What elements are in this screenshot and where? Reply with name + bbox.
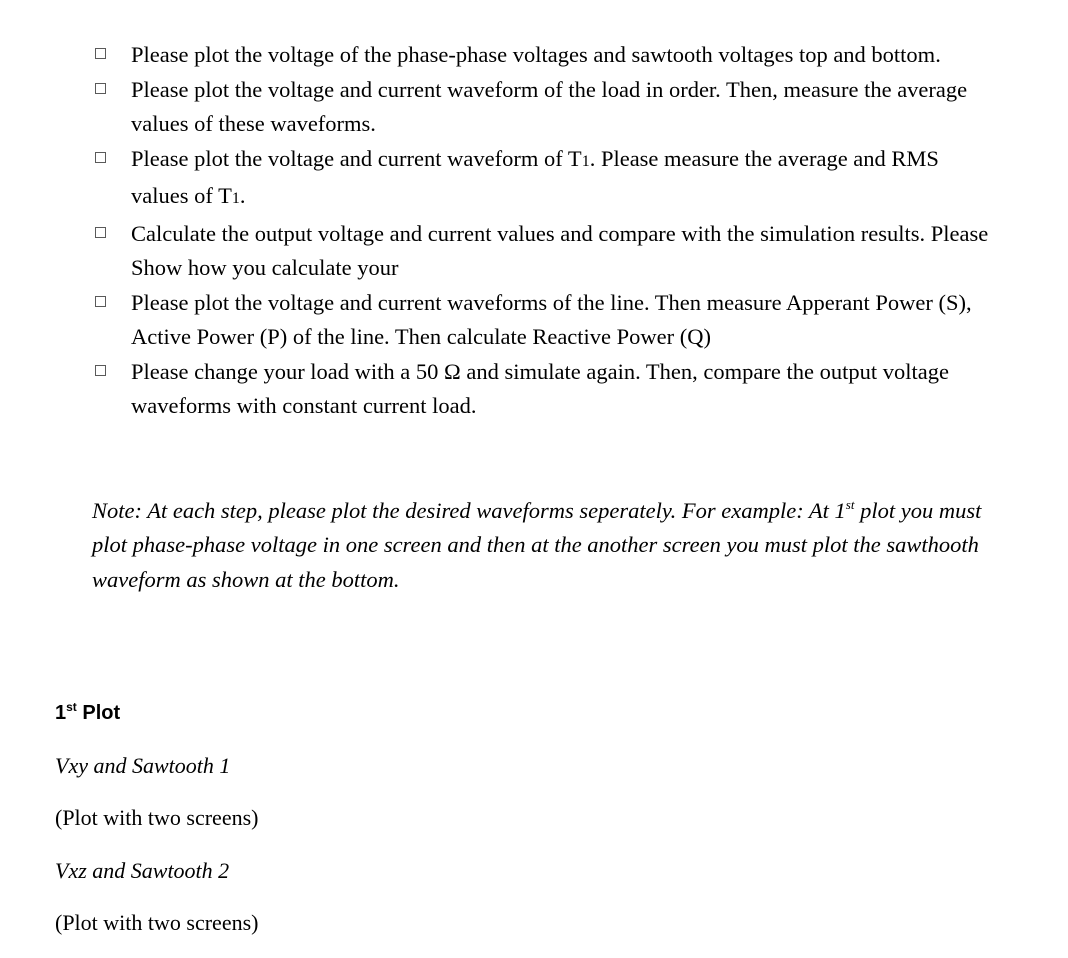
task-item [95, 38, 995, 73]
plot-caption: Vxz and Sawtooth 2 [55, 857, 230, 883]
task-item [95, 73, 995, 142]
task-text: Calculate the output voltage and current values and compare with the simulation results. Please Show how you calculate your [131, 220, 989, 280]
plot-section [55, 696, 555, 940]
plot-heading-word: Plot [76, 702, 121, 724]
checkbox-icon[interactable] [95, 83, 106, 94]
subscript: 1 [581, 152, 590, 170]
note-text: Note: At each step, please plot the desired waveforms seperately. For example: At 1 [92, 497, 846, 523]
note-paragraph [92, 494, 1002, 598]
task-item [95, 217, 995, 286]
plot-heading [55, 696, 555, 730]
task-text: . Please measure the average and RMS values of T [131, 145, 939, 208]
checkbox-icon[interactable] [95, 48, 106, 59]
subscript: 1 [231, 190, 240, 207]
note-text: plot you must plot phase-phase voltage in one screen and then at the another screen you must plot the sawthooth waveform as shown at the bottom. [92, 497, 982, 592]
task-text: Please plot the voltage of the phase-phase voltages and sawtooth voltages top and bottom. [131, 42, 941, 67]
task-item [95, 286, 995, 355]
task-text: Please plot the voltage and current waveform of the load in order. Then, measure the average values of these waveforms. [131, 76, 968, 136]
checkbox-icon[interactable] [95, 227, 106, 238]
checkbox-icon[interactable] [95, 365, 106, 376]
task-text: Please plot the voltage and current waveforms of the line. Then measure Apperant Power (S), Active Power (P) of the line. Then calculate Reactive Power (Q) [131, 289, 972, 349]
plot-instruction: (Plot with two screens) [55, 805, 259, 830]
plot-caption: Vxy and Sawtooth 1 [55, 752, 231, 778]
task-text: . [239, 183, 246, 208]
task-text: Please plot the voltage and current waveform of T [131, 145, 582, 171]
checkbox-icon[interactable] [95, 152, 106, 163]
task-item [95, 355, 995, 424]
ordinal-superscript: st [845, 496, 855, 512]
plot-instruction: (Plot with two screens) [55, 910, 259, 935]
ordinal-superscript: st [66, 700, 77, 714]
plot-heading-number: 1 [55, 702, 67, 724]
task-list [95, 38, 995, 424]
checkbox-icon[interactable] [95, 296, 106, 307]
task-item [95, 142, 995, 217]
task-text: Please change your load with a 50 Ω and simulate again. Then, compare the output voltage waveforms with constant current load. [131, 358, 949, 418]
